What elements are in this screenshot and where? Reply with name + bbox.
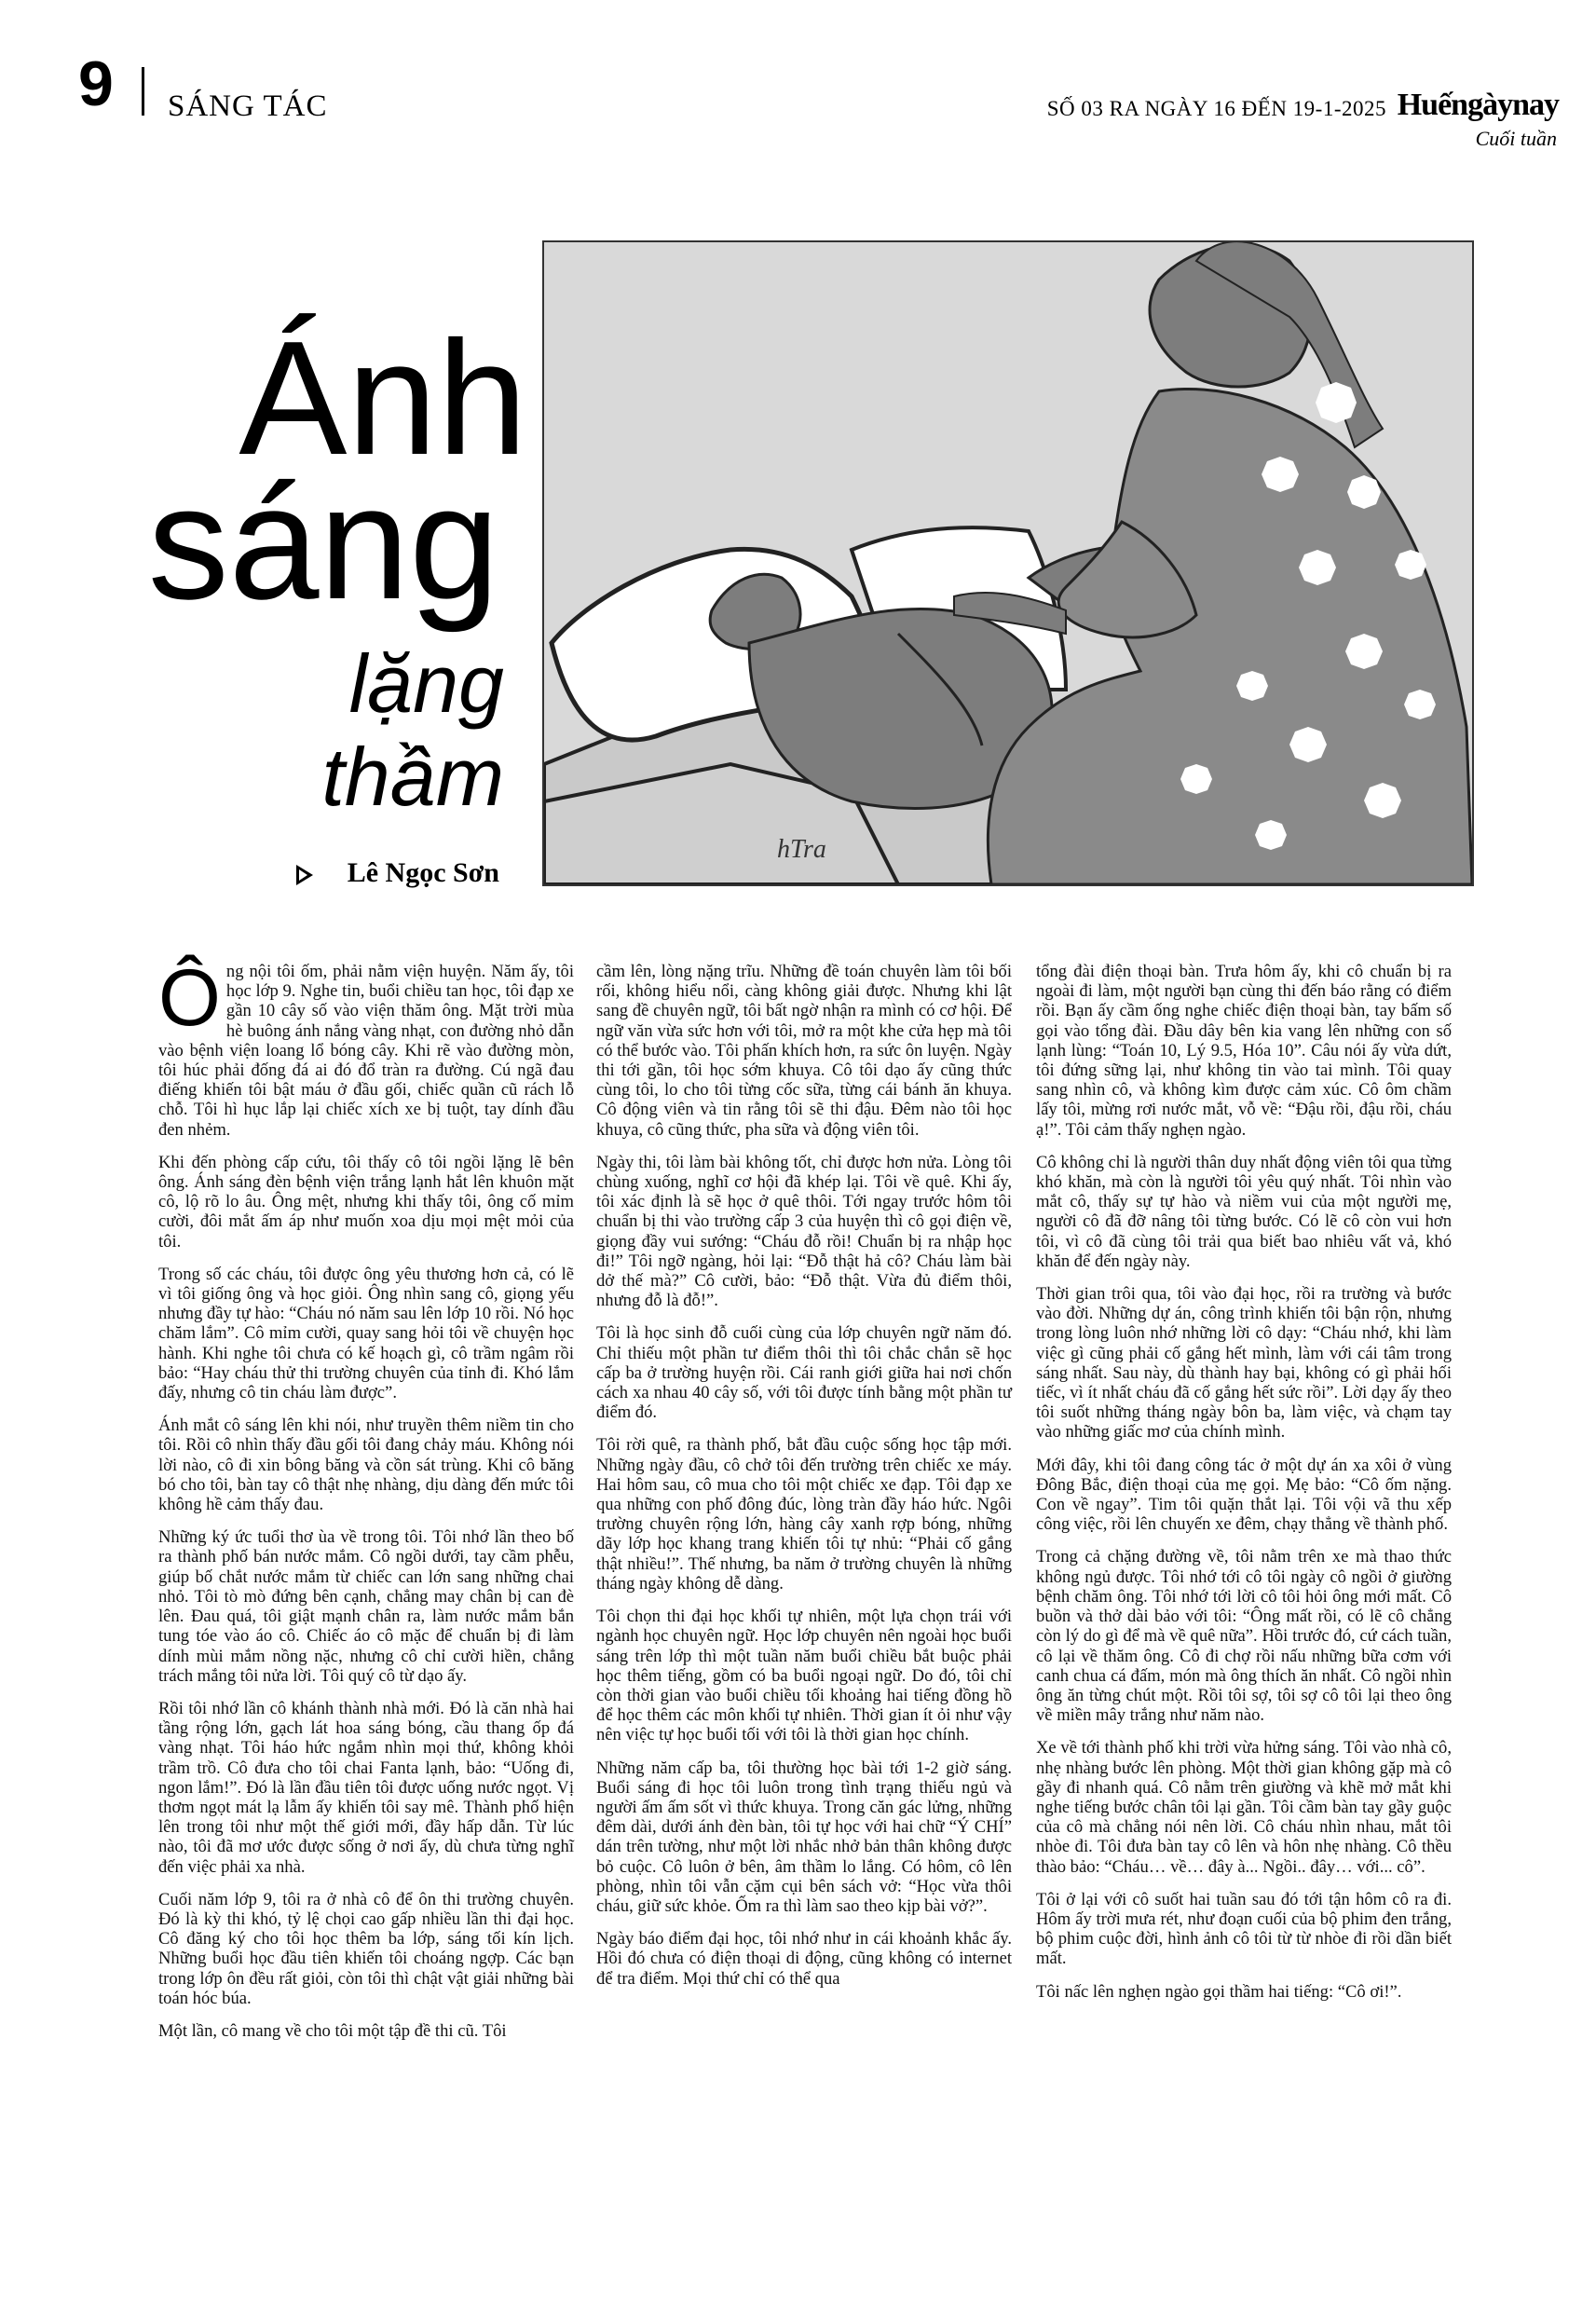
article-column-1: [158, 953, 574, 2054]
paragraph: Ánh mắt cô sáng lên khi nói, như truyền thêm niềm tin cho tôi. Rồi cô nhìn thấy đầu gối tôi đang chảy máu. Không nói lời nào, cô đi xin bông băng và cồn sát trùng. Khi cô băng bó cho tôi, bàn tay cô thật nhẹ nhàng, dịu dàng đến mức tôi không hề cảm thấy đau.: [158, 1416, 574, 1515]
paragraph: tổng đài điện thoại bàn. Trưa hôm ấy, khi cô chuẩn bị ra ngoài đi làm, một người bạn cùng thi đến báo rằng có điểm rồi. Bạn ấy cầm ống nghe chiếc điện thoại bàn, tay bấm số gọi vào tổng đài. Đầu dây bên kia vang lên những con số lạnh lùng: “Toán 10, Lý 9.5, Hóa 10”. Câu nói ấy vừa dứt, tôi đứng sững lại, như không tin vào tai mình. Tôi quay sang nhìn cô, và không kìm được cảm xúc. Cô ôm chầm lấy tôi, mừng rơi nước mắt, vỗ về: “Đậu rồi, đậu rồi, cháu ạ!”. Tôi cảm thấy nghẹn ngào.: [1036, 962, 1452, 1140]
paragraph: Ngày thi, tôi làm bài không tốt, chỉ được hơn nửa. Lòng tôi chùng xuống, nghĩ cơ hội đã khép lại. Tôi về quê. Khi ấy, tôi xác định là sẽ học ở quê thôi. Tới ngay trước hôm tôi chuẩn bị thi vào trường cấp 3 của huyện thì cô gọi điện về, giọng đầy vui sướng: “Cháu đỗ rồi! Chuẩn bị ra nhập học đi!” Tôi ngỡ ngàng, hỏi lại: “Đỗ thật hả cô? Cháu làm bài dở thế mà?” Cô cười, bảo: “Đỗ thật. Vừa đủ điểm thôi, nhưng đỗ là đỗ!”.: [596, 1152, 1012, 1311]
illustration-art: [544, 242, 1472, 884]
article-column-3: [1036, 962, 1452, 2015]
section-label: SÁNG TÁC: [168, 89, 328, 123]
masthead-sub: Cuối tuần: [1475, 127, 1557, 150]
paragraph: Khi đến phòng cấp cứu, tôi thấy cô tôi ngồi lặng lẽ bên ông. Ánh sáng đèn bệnh viện trắng lạnh hắt lên khuôn mặt cô, lộ rõ lo âu. Ông mệt, nhưng khi thấy tôi, ông cố mỉm cười, đôi mắt ấm áp như muốn xoa dịu mọi mệt mỏi của tôi.: [158, 1152, 574, 1252]
byline-arrow-icon: [296, 865, 313, 885]
paragraph: Cô không chỉ là người thân duy nhất động viên tôi qua từng khó khăn, mà còn là người tôi yêu quý nhất. Tôi nhìn vào mắt cô, thấy sự tự hào và niềm vui của một người mẹ, người cô đã đỡ nâng tôi từng bước. Có lẽ cô còn vui hơn tôi, vì cô đã cùng tôi trải qua biết bao nhiêu vất vả, khó khăn để đến ngày này.: [1036, 1152, 1452, 1271]
paragraph: cầm lên, lòng nặng trĩu. Những đề toán chuyên làm tôi bối rối, không hiểu nổi, càng không giải được. Nhưng khi lật sang đề chuyên ngữ, tôi bất ngờ nhận ra mình có cơ hội. Để ngữ văn vừa sức hơn với tôi, mở ra một khe cửa hẹp mà tôi có thể bước vào. Tôi phấn khích hơn, ra sức ôn luyện. Ngày thi tới gần, tôi học sớm khuya. Cô tôi dạo ấy cũng thức cùng tôi, lo cho tôi từng cốc sữa, từng cái bánh ăn khuya. Cô động viên và tin rằng tôi sẽ thi đậu. Đêm nào tôi học khuya, cô cũng thức, pha sữa và động viên tôi.: [596, 962, 1012, 1140]
paragraph: Một lần, cô mang về cho tôi một tập đề thi cũ. Tôi: [158, 2020, 507, 2041]
artist-signature: hTra: [777, 835, 826, 864]
paragraph: Cuối năm lớp 9, tôi ra ở nhà cô để ôn thi trường chuyên. Đó là kỳ thi khó, tỷ lệ chọi cao gấp nhiều lần thi đại học. Cô đăng ký cho tôi học thêm ba lớp, sáng tối kín lịch. Những buổi học đầu tiên khiến tôi choáng ngợp. Các bạn trong lớp ôn đều rất giỏi, còn tôi thì chật vật giải những bài toán hóc búa.: [158, 1889, 574, 2008]
paragraph: Trong cả chặng đường về, tôi nằm trên xe mà thao thức không ngủ được. Tôi nhớ tới cô tôi ngày cô ngồi ở giường bệnh chăm ông. Tôi nhớ tới lời cô tôi hỏi ông mới mất. Cô buồn và thở dài bảo với tôi: “Ông mất rồi, có lẽ cô chẳng còn lý do gì để mà về quê nữa”. Hồi trước đó, cứ cách tuần, cô lại về thăm ông. Cô đi chợ rồi nấu những bữa cơm với canh chua cá đấm, món mà ông thích ăn nhất. Cô ngồi nhìn ông ăn từng chút một. Rồi tôi sợ, tôi sợ cô tôi lại theo ông về miền mây trắng như năm nào.: [1036, 1547, 1452, 1726]
paragraph: [158, 953, 574, 1140]
illustration: [542, 240, 1474, 886]
issue-line: SỐ 03 RA NGÀY 16 ĐẾN 19-1-2025: [1046, 97, 1386, 120]
paragraph: Xe về tới thành phố khi trời vừa hửng sáng. Tôi vào nhà cô, nhẹ nhàng bước lên phòng. Một thời gian không gặp mà cô gầy đi nhanh quá. Cô nằm trên giường và khẽ mở mắt khi nghe tiếng bước chân tôi lại gần. Tôi cầm bàn tay gầy guộc của cô mà chẳng nói nên lời. Cô cháu nhìn nhau, mắt tôi nhòe đi. Tôi đưa bàn tay cô lên và hôn nhẹ nhàng. Cô thều thào bảo: “Cháu… về… đây à... Ngồi.. đây… với... cô”.: [1036, 1738, 1452, 1877]
paragraph: Những năm cấp ba, tôi thường học bài tới 1-2 giờ sáng. Buổi sáng đi học tôi luôn trong tình trạng thiếu ngủ và người ấm ấm sốt vì thức khuya. Trong căn gác lửng, những đêm dài, dưới ánh đèn bàn, tôi tự học với hai chữ “Ý CHÍ” dán trên tường, như một lời nhắc nhở bản thân không được bỏ cuộc. Cô luôn ở bên, âm thầm lo lắng. Có hôm, cô lên phòng, nhìn tôi vẫn cặm cụi bên sách vở: “Học vừa thôi cháu, giữ sức khỏe. Ốm ra thì làm sao theo kịp bài vở?”.: [596, 1758, 1012, 1916]
paragraph: Mới đây, khi tôi đang công tác ở một dự án xa xôi ở vùng Đông Bắc, điện thoại của mẹ gọi. Mẹ bảo: “Cô ốm nặng. Con về ngay”. Tim tôi quặn thắt lại. Tôi vội vã thu xếp công việc, rồi lên chuyến xe đêm, chạy thẳng về thành phố.: [1036, 1455, 1452, 1535]
paragraph: Tôi rời quê, ra thành phố, bắt đầu cuộc sống học tập mới. Những ngày đầu, cô chở tôi đến trường trên chiếc xe máy. Hai hôm sau, cô mua cho tôi một chiếc xe đạp. Tôi đạp xe qua những con phố đông đúc, lòng tràn đầy háo hức. Ngôi trường chuyên rộng lớn, hàng cây xanh rợp bóng, những dãy lớp học khang trang khiến tôi tự nhủ: “Phải cố gắng thật nhiều!”. Thế nhưng, ba năm ở trường chuyên là những tháng ngày không dễ dàng.: [596, 1435, 1012, 1594]
paragraph: Thời gian trôi qua, tôi vào đại học, rồi ra trường và bước vào đời. Những dự án, công trình khiến tôi bận rộn, nhưng trong lòng luôn nhớ những lời cô dạy: “Cháu nhớ, khi làm việc gì cũng phải cố gắng hết mình, làm với cái tâm trong sáng nhất. Sau này, dù thành hay bại, không có gì phải hối tiếc, vì ít nhất cháu đã cố gắng hết sức rồi”. Lời dạy ấy theo tôi suốt những tháng ngày bôn ba, làm việc, và chạm tay vào những giấc mơ của chính mình.: [1036, 1284, 1452, 1443]
paragraph: Tôi ở lại với cô suốt hai tuần sau đó tới tận hôm cô ra đi. Hôm ấy trời mưa rét, như đoạn cuối của bộ phim đen trắng, bộ phim cuộc đời, hình ảnh cô tôi từ từ nhòe đi rồi dần biết mất.: [1036, 1889, 1452, 1969]
title-line-1: Ánh: [239, 307, 527, 488]
title-line-3: lặng: [348, 637, 504, 730]
paragraph: Rồi tôi nhớ lần cô khánh thành nhà mới. Đó là căn nhà hai tầng rộng lớn, gạch lát hoa sáng bóng, cầu thang ốp đá vàng nhạt. Tôi háo hức ngắm nhìn mọi thứ, không khỏi trầm trồ. Cô đưa cho tôi chai Fanta lạnh, bảo: “Uống đi, ngon lắm!”. Đó là lần đầu tiên tôi được uống nước ngọt. Vị thơm ngọt mát lạ lẫm ấy khiến tôi say mê. Thành phố hiện lên trong tôi như một thế giới mới, đầy hấp dẫn. Từ lúc nào, tôi đã mơ ước được sống ở nơi ấy, dù chưa từng nghĩ đến việc phải xa nhà.: [158, 1698, 574, 1877]
paragraph: Những ký ức tuổi thơ ùa về trong tôi. Tôi nhớ lần theo bố ra thành phố bán nước mắm. Cô ngồi dưới, tay cầm phễu, giúp bố chắt nước mắm từ chiếc can lớn sang những chai nhỏ. Tôi tò mò đứng bên cạnh, chẳng may chân bị can đè lên. Đau quá, tôi giật mạnh chân ra, làm nước mắm bắn tung tóe vào áo cô. Chiếc áo cô mặc để chuẩn bị đi làm dính mùi mắm nồng nặc, nhưng cô chỉ cười hiền, chẳng trách mắng tôi nửa lời. Tôi quý cô từ dạo ấy.: [158, 1527, 574, 1686]
masthead-logo: Huếngàynay: [1397, 88, 1559, 122]
title-line-2: sáng: [147, 451, 499, 633]
author-byline: Lê Ngọc Sơn: [347, 857, 499, 888]
paragraph: Tôi nấc lên nghẹn ngào gọi thầm hai tiếng: “Cô ơi!”.: [1036, 1981, 1402, 2002]
page-number: 9: [78, 48, 114, 119]
paragraph: Trong số các cháu, tôi được ông yêu thương hơn cả, có lẽ vì tôi giống ông và học giỏi. Ông nhìn sang cô, giọng yếu nhưng đầy tự hào: “Cháu nó năm sau lên lớp 10 rồi. Nó học chăm lắm”. Cô mỉm cười, quay sang hỏi tôi về chuyện học hành. Khi nghe tôi chưa có kế hoạch gì, cô trầm ngâm rồi bảo: “Hay cháu thử thi trường chuyên của tỉnh đi. Khó lắm đấy, nhưng cô tin cháu làm được”.: [158, 1264, 574, 1403]
header-divider: [142, 67, 144, 116]
paragraph: Tôi là học sinh đỗ cuối cùng của lớp chuyên ngữ năm đó. Chỉ thiếu một phần tư điểm thôi thì tôi chắc chắn sẽ học cấp ba ở trường huyện rồi. Cái ranh giới giữa hai nơi chốn cách xa nhau 40 cây số, với tôi được tính bằng một phần tư điểm đó.: [596, 1323, 1012, 1423]
article-column-2: [596, 962, 1012, 2002]
paragraph: Tôi chọn thi đại học khối tự nhiên, một lựa chọn trái với ngành học chuyên ngữ. Học lớp chuyên nên ngoài học buổi sáng trên lớp thì một tuần năm buổi chiều bắt buộc phải học thêm tiếng, gồm có ba buổi ngoại ngữ. Do đó, tôi chỉ còn thời gian vào buổi chiều tối khoảng hai tiếng đồng hồ để học thêm các môn khối tự nhiên. Thời gian ít ỏi như vậy nên việc tự học buổi tối với tôi là thời gian học chính.: [596, 1607, 1012, 1745]
paragraph: Ngày báo điểm đại học, tôi nhớ như in cái khoảnh khắc ấy. Hồi đó chưa có điện thoại di động, cũng không có internet để tra điểm. Mọi thứ chỉ có thể qua: [596, 1929, 1012, 1989]
drop-cap: Ô: [158, 953, 221, 1043]
paragraph-text: ng nội tôi ốm, phải nằm viện huyện. Năm ấy, tôi học lớp 9. Nghe tin, buổi chiều tan học, tôi đạp xe gần 10 cây số vào viện thăm ông. Mặt trời mùa hè buông ánh nắng vàng nhạt, con đường nhỏ dẫn vào bệnh viện loang lổ bóng cây. Khi rẽ vào đường mòn, tôi húc phải đống đá ai đó đổ tràn ra đường. Cú ngã đau điếng khiến tôi bật máu ở đầu gối, chiếc quần cũ rách lỗ chỗ. Tôi hì hục lắp lại chiếc xích xe bị tuột, tay dính đầu đen nhẻm.: [158, 962, 574, 1140]
title-line-4: thầm: [321, 731, 504, 823]
